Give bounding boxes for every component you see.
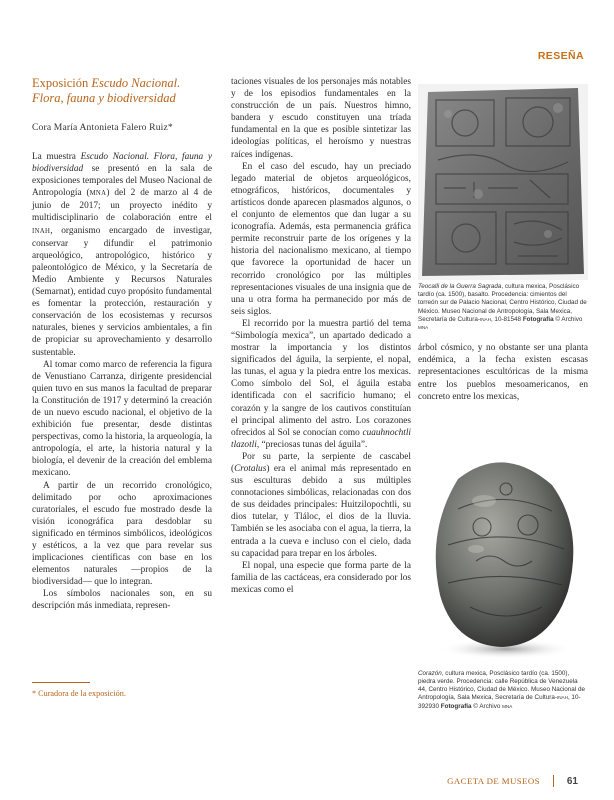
footer-separator bbox=[553, 775, 554, 787]
paragraph: A partir de un recorrido cronológico, delimitado por ocho aproximaciones curatoriales, el escudo fue mostrado desde la visión iconográfica para desdoblar su significado en términos simbólicos, ideológicos y estéticos, a la vez que para revelar sus implicaciones científicas con base en los elementos naturales —propios de la biodiversidad— que lo integran. bbox=[32, 480, 212, 588]
footnote-rule bbox=[32, 682, 90, 683]
page-footer bbox=[447, 775, 578, 787]
paragraph: taciones visuales de los personajes más notables y de los episodios fundamentales en la construcción de un país. Nuestros himno, bandera y escudo constituyen una tríada fundamental en la que es posible sintetizar las ideologías políticas, el heroísmo y nuestras raíces indígenas. bbox=[231, 77, 411, 160]
title-italic-1: Escudo Nacional. bbox=[91, 76, 181, 90]
journal-name: GACETA DE MUSEOS bbox=[447, 776, 540, 786]
title-text: Exposición bbox=[32, 76, 92, 90]
corazon-photo bbox=[418, 449, 588, 667]
section-tag: RESEÑA bbox=[537, 50, 584, 62]
article-title bbox=[32, 76, 212, 105]
paragraph: El recorrido por la muestra partió del tema “Simbología mexica”, un apartado dedicado a mostrar la importancia y los distintos significados del águila, la serpiente, el nopal, las tunas, el agua y la piedra entre los mexicas. Como símbolo del Sol, el águila estaba identificada con el sacrificio humano; el corazón y la sangre de los cautivos constituían el principal alimento del astro. Los corazones ofrecidos al Sol se conocían como cuauhnochtli tlazotli, “preciosas tunas del águila”. bbox=[231, 318, 411, 450]
paragraph: En el caso del escudo, hay un preciado legado material de objetos arqueológicos, etnográficos, históricos, documentales y artísticos donde aparecen plasmados algunos, o el conjunto de elementos que dan lugar a su iconografía. Además, esta permanencia gráfica permite reconstruir parte de los orígenes y la historia del nacionalismo mexicano, al tiempo que favorece la oportunidad de hacer un recorrido cronológico por las múltiples representaciones visuales de una insignia que de una u otra forma ha permanecido por más de seis siglos. bbox=[231, 161, 411, 317]
author: Cora María Antonieta Falero Ruiz* bbox=[32, 122, 173, 133]
paragraph: La muestra Escudo Nacional. Flora, fauna y biodiversidad se presentó en la sala de exposiciones temporales del Museo Nacional de Antropología (MNA) del 2 de marzo al 4 de junio de 2017; un proyecto inédito y multidisciplinario de colaboración entre el INAH, organismo encargado de investigar, conservar y difundir el patrimonio arqueológico, antropológico, histórico y paleontológico de México, y la Secretaría de Medio Ambiente y Recursos Naturales (Semarnat), entidad cuyo propósito fundamental es fomentar la protección, restauración y conservación de los ecosistemas y recursos naturales, bienes y servicios ambientales, a fin de propiciar su aprovechamiento y desarrollo sustentable. bbox=[32, 152, 212, 358]
paragraph: El nopal, una especie que forma parte de la familia de las cactáceas, era considerado por los mexicas como el bbox=[231, 560, 411, 595]
paragraph: árbol cósmico, y no obstante ser una planta endémica, a la fecha existen escasas representaciones escultóricas de la misma entre los pueblos mesoamericanos, en concreto entre los mexicas, bbox=[418, 343, 588, 402]
paragraph: Los símbolos nacionales son, en su descripción más inmediata, represen- bbox=[32, 589, 212, 612]
column-2 bbox=[231, 76, 411, 596]
page-number: 61 bbox=[566, 775, 578, 787]
column-1 bbox=[32, 76, 212, 613]
caption-teocalli: Teocalli de la Guerra Sagrada, cultura mexica, Posclásico tardío (ca. 1500), basalto. Procedencia: cimientos del torreón sur de Palacio Nacional, Centro Histórico, Ciudad de México. Museo Nacional de Antropología, Sala Mexica, Secretaría de Cultura-INAH, 10-81548 Fotografía © Archivo MNA bbox=[418, 283, 587, 331]
paragraph: Al tomar como marco de referencia la figura de Venustiano Carranza, dirigente presidencial quien tuvo en sus manos la facultad de preparar la Constitución de 1917 y determinó la creación de un nuevo escudo nacional, el objetivo de la exhibición fue presentar, desde distintas perspectivas, como la historia, la arqueología, la antropología, el arte, la historia natural y la biología, el devenir de la creación del emblema mexicano. bbox=[32, 359, 212, 479]
title-italic-2: Flora, fauna y biodiversidad bbox=[32, 90, 176, 105]
footnote: * Curadora de la exposición. bbox=[32, 689, 126, 698]
column-3 bbox=[418, 84, 588, 711]
paragraph: Por su parte, la serpiente de cascabel (Crotalus) era el animal más representado en sus esculturas debido a sus múltiples connotaciones simbólicas, relacionadas con dos de sus deidades principales: Huitzilopochtli, su dios tutelar, y Tláloc, el dios de la lluvia. También se les asociaba con el agua, la tierra, la entrada a la cueva e incluso con el cielo, dada su capacidad para trepar en los árboles. bbox=[231, 451, 411, 559]
caption-corazon: Corazón, cultura mexica, Posclásico tardío (ca. 1500), piedra verde. Procedencia: calle República de Venezuela 44, Centro Histórico, Ciudad de México. Museo Nacional de Antropología, Sala Mexica, Secretaría de Cultura-INAH, 10-392930 Fotografía © Archivo MNA bbox=[418, 669, 585, 710]
teocalli-photo bbox=[418, 84, 588, 280]
